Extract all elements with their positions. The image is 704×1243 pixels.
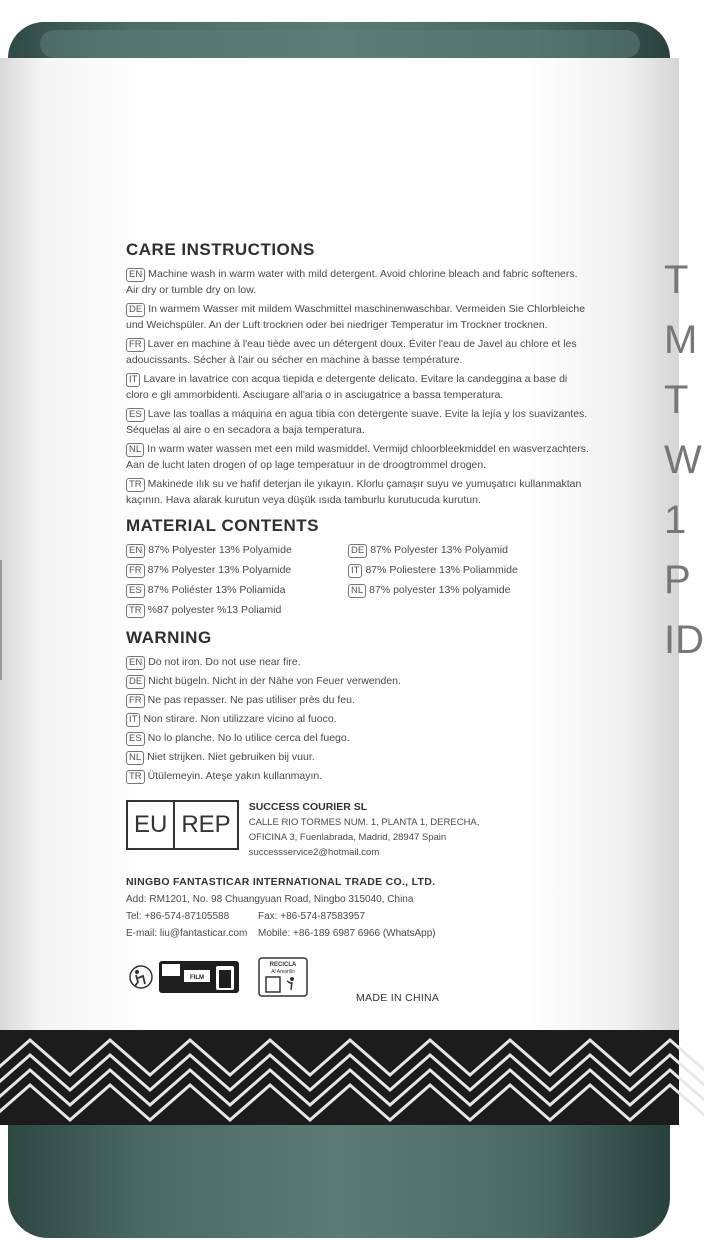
- made-in-china: MADE IN CHINA: [356, 992, 440, 1004]
- entry-text: Ütülemeyin. Ateşe yakın kullanmayın.: [147, 770, 323, 782]
- language-code: FR: [126, 564, 145, 578]
- entry-text: No lo planche. No lo utilice cerca del fuego.: [147, 732, 350, 744]
- entry-text-line-2: kaçının. Hava alarak kurutun veya düşük ısıda tamburlu kurutucuda kurutun.: [126, 494, 481, 506]
- language-code: ES: [126, 408, 145, 422]
- entry-text: %87 polyester %13 Poliamid: [147, 604, 282, 616]
- care-list: [126, 266, 666, 508]
- entry-text: In warmem Wasser mit mildem Waschmittel maschinenwaschbar. Vermeiden Sie Chlorbleiche: [148, 303, 586, 315]
- language-code: NL: [126, 443, 144, 457]
- manufacturer-phone-row: [126, 908, 566, 925]
- label-entry: [348, 542, 570, 558]
- manufacturer-tel: Tel: +86-574-87105588: [126, 911, 230, 922]
- amarillo-label: Al Amarillo: [271, 969, 295, 975]
- label-entry: [126, 654, 666, 670]
- eu-mark: EU: [128, 802, 175, 848]
- entry-text-line-2: adoucissants. Sécher à l'air ou sécher en machine à basse température.: [126, 354, 463, 366]
- label-entry: [126, 336, 666, 368]
- language-code: TR: [126, 478, 145, 492]
- entry-text-line-2: cloro e gli ammorbidenti. Asciugare all'aria o in asciugatrice a bassa temperatura.: [126, 389, 504, 401]
- towel-roll-bottom: [8, 1120, 670, 1238]
- label-content: [126, 240, 666, 787]
- language-code: NL: [348, 584, 366, 598]
- language-code: NL: [126, 751, 144, 765]
- label-entry: [348, 582, 570, 598]
- materials-right-column: [348, 542, 570, 622]
- label-entry: [126, 749, 666, 765]
- label-entry: [126, 692, 666, 708]
- language-code: FR: [126, 694, 145, 708]
- manufacturer-block: [126, 874, 566, 942]
- tidyman-icon: [128, 964, 154, 990]
- language-code: DE: [126, 675, 145, 689]
- language-code: IT: [126, 373, 140, 387]
- entry-text: In warm water wassen met een mild wasmiddel. Vermijd chloorbleekmiddel en wasverzachters.: [147, 443, 589, 455]
- materials-list: [126, 542, 666, 622]
- warning-list: [126, 654, 666, 784]
- entry-text: 87% polyester 13% polyamide: [369, 584, 511, 596]
- label-entry: [126, 730, 666, 746]
- manufacturer-contact-row: [126, 925, 566, 942]
- label-edge: [0, 560, 12, 680]
- recycle-icons: [128, 957, 308, 997]
- entry-text-line-2: Séquelas al aire o en secadora a baja temperatura.: [126, 424, 365, 436]
- recicla-label: RECICLA: [269, 962, 297, 968]
- entry-text: 87% Poliéster 13% Poliamida: [147, 584, 286, 596]
- manufacturer-address: Add: RM1201, No. 98 Chuangyuan Road, Ningbo 315040, China: [126, 894, 414, 905]
- entry-text: Non stirare. Non utilizzare vicino al fuoco.: [143, 713, 337, 725]
- language-code: IT: [126, 713, 140, 727]
- label-entry: [126, 266, 666, 298]
- entry-text: Nicht bügeln. Nicht in der Nähe von Feuer verwenden.: [148, 675, 401, 687]
- label-entry: [126, 406, 666, 438]
- label-entry: [126, 673, 666, 689]
- entry-text: Niet strijken. Niet gebruiken bij vuur.: [147, 751, 315, 763]
- entry-text: Laver en machine à l'eau tiède avec un détergent doux. Éviter l'eau de Javel au chlore et les: [147, 338, 577, 350]
- label-entry: [348, 562, 570, 578]
- language-code: FR: [126, 338, 145, 352]
- language-code: DE: [348, 544, 367, 558]
- label-entry: [126, 476, 666, 508]
- label-entry: [126, 371, 666, 403]
- film-label: FILM: [190, 975, 204, 981]
- entry-text: Lavare in lavatrice con acqua tiepida e detergente delicato. Evitare la candeggina a base di: [143, 373, 568, 385]
- entry-text: Ne pas repasser. Ne pas utiliser près du feu.: [147, 694, 355, 706]
- entry-text: Machine wash in warm water with mild detergent. Avoid chlorine bleach and fabric softeners.: [148, 268, 578, 280]
- materials-title: MATERIAL CONTENTS: [126, 516, 319, 535]
- entry-text: 87% Polyester 13% Polyamide: [147, 564, 292, 576]
- manufacturer-mobile: Mobile: +86-189 6987 6966 (WhatsApp): [258, 928, 436, 939]
- eu-rep-name: SUCCESS COURIER SL: [248, 801, 368, 813]
- entry-text-line-2: Aan de lucht laten drogen of op lage temperatuur in de droogtrommel drogen.: [126, 459, 487, 471]
- label-entry: [126, 602, 348, 618]
- entry-text: Lave las toallas a máquina en agua tibia con detergente suave. Evite la lejía y los suavizantes.: [147, 408, 588, 420]
- eu-rep-info: [249, 800, 480, 860]
- entry-text: 87% Polyester 13% Polyamid: [370, 544, 508, 556]
- entry-text: Do not iron. Do not use near fire.: [148, 656, 301, 668]
- eu-rep-address-2: OFICINA 3, Fuenlabrada, Madrid, 28947 Spain: [248, 832, 447, 843]
- recicla-icon: [258, 957, 308, 997]
- care-title: CARE INSTRUCTIONS: [126, 240, 315, 259]
- materials-left-column: [126, 542, 348, 622]
- language-code: EN: [126, 544, 145, 558]
- warning-title: WARNING: [126, 628, 212, 647]
- label-entry: [126, 711, 666, 727]
- language-code: EN: [126, 656, 145, 670]
- eu-rep-block: [126, 800, 479, 860]
- language-code: TR: [126, 604, 145, 618]
- label-entry: [126, 768, 666, 784]
- label-entry: [126, 582, 348, 598]
- entry-text-line-2: und Weichspüler. An der Luft trocknen oder bei niedriger Temperatur im Trockner trocknen.: [126, 319, 548, 331]
- language-code: IT: [348, 564, 362, 578]
- language-code: EN: [126, 268, 145, 282]
- side-text-edge: T M T W 1 P ID: [664, 258, 704, 662]
- zigzag-band: [0, 1030, 679, 1125]
- label-entry: [126, 562, 348, 578]
- entry-text: Makinede ılık su ve hafif deterjan ile yıkayın. Klorlu çamaşır suyu ve yumuşatıcı kullanmaktan: [147, 478, 582, 490]
- zigzag-pattern: [0, 1030, 679, 1125]
- manufacturer-fax: Fax: +86-574-87583957: [258, 911, 366, 922]
- language-code: ES: [126, 732, 145, 746]
- label-entry: [126, 441, 666, 473]
- manufacturer-email: E-mail: liu@fantasticar.com: [126, 928, 248, 939]
- label-entry: [126, 301, 666, 333]
- film-recycle-icon: [158, 960, 240, 994]
- entry-text: 87% Poliestere 13% Poliammide: [365, 564, 518, 576]
- entry-text: 87% Polyester 13% Polyamide: [148, 544, 292, 556]
- entry-text-line-2: Air dry or tumble dry on low.: [126, 284, 257, 296]
- label-entry: [126, 542, 348, 558]
- towel-roll-rim: [40, 30, 640, 58]
- language-code: ES: [126, 584, 145, 598]
- eu-rep-address-1: CALLE RIO TORMES NUM. 1, PLANTA 1, DERECHA,: [248, 817, 480, 828]
- eu-rep-email: successservice2@hotmail.com: [248, 847, 380, 858]
- language-code: DE: [126, 303, 145, 317]
- eu-rep-logo: [126, 800, 239, 850]
- manufacturer-name: NINGBO FANTASTICAR INTERNATIONAL TRADE CO., LTD.: [126, 876, 436, 888]
- rep-mark: REP: [181, 811, 231, 838]
- language-code: TR: [126, 770, 145, 784]
